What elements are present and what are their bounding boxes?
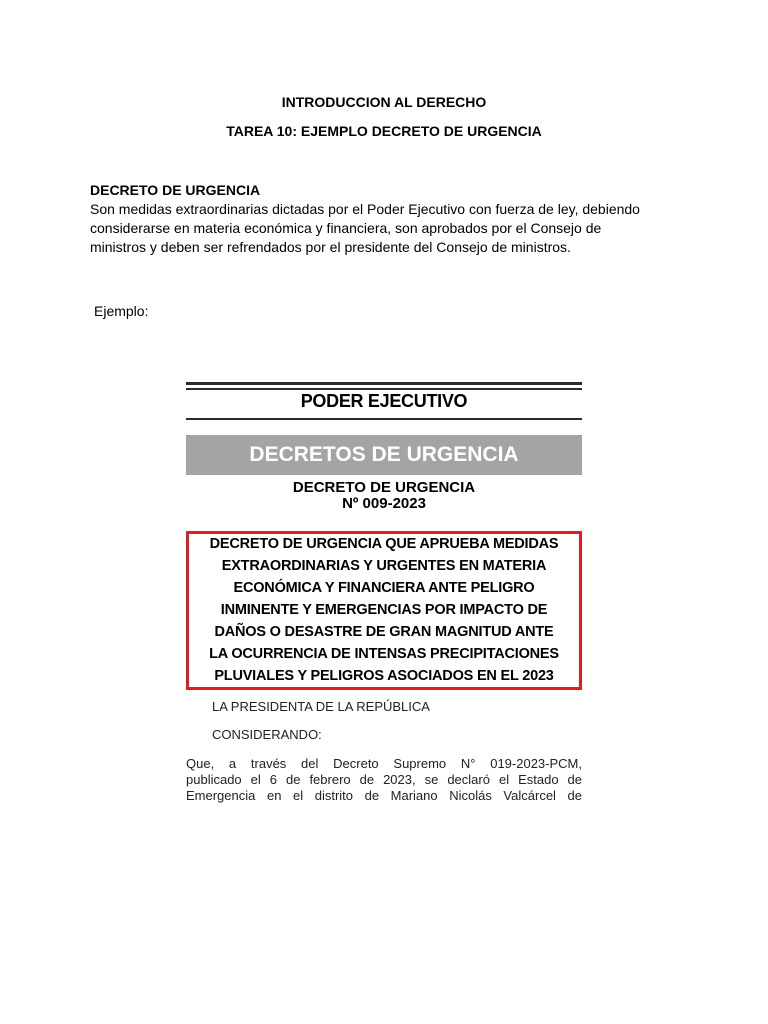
signatory-line: LA PRESIDENTA DE LA REPÚBLICA [212,699,430,714]
page-title: INTRODUCCION AL DERECHO [281,94,487,110]
decree-name-line: PLUVIALES Y PELIGROS ASOCIADOS EN EL 2023 [214,668,554,684]
definition-paragraph: Son medidas extraordinarias dictadas por el Poder Ejecutivo con fuerza de ley, debiendo considerarse en materia económica y financiera, son aprobados por el Consejo de ministros y deben ser refrendados por el presidente del Consejo de ministros. [90,201,640,255]
body-text-line: publicado el 6 de febrero de 2023, se declaró el Estado de [186,772,582,787]
section-banner: DECRETOS DE URGENCIA [186,435,582,475]
decree-number: Nº 009-2023 [342,495,426,512]
decree-name-box [186,531,582,690]
decree-name-line: INMINENTE Y EMERGENCIAS POR IMPACTO DE [220,602,548,618]
gazette-clipping [186,380,582,805]
decree-name-line: DECRETO DE URGENCIA QUE APRUEBA MEDIDAS [209,536,559,552]
considerando-heading: CONSIDERANDO: [212,727,322,742]
decree-name-line: DAÑOS O DESASTRE DE GRAN MAGNITUD ANTE [214,624,554,640]
example-label: Ejemplo: [94,303,149,319]
branch-heading: PODER EJECUTIVO [300,391,468,411]
decree-name-line: LA OCURRENCIA DE INTENSAS PRECIPITACIONES [209,646,559,662]
bottom-rule [186,418,582,420]
top-rule-thin [186,388,582,390]
top-rule [186,382,582,385]
body-text-line: Que, a través del Decreto Supremo N° 019-2023-PCM, [186,756,582,771]
decree-name-line: EXTRAORDINARIAS Y URGENTES EN MATERIA [221,558,547,574]
decree-name-line: ECONÓMICA Y FINANCIERA ANTE PELIGRO [233,580,535,596]
section-heading: DECRETO DE URGENCIA [90,182,261,198]
body-text-line: Emergencia en el distrito de Mariano Nicolás Valcárcel de [186,788,582,803]
page-subtitle: TAREA 10: EJEMPLO DECRETO DE URGENCIA [226,123,542,139]
decree-title: DECRETO DE URGENCIA [292,479,476,496]
